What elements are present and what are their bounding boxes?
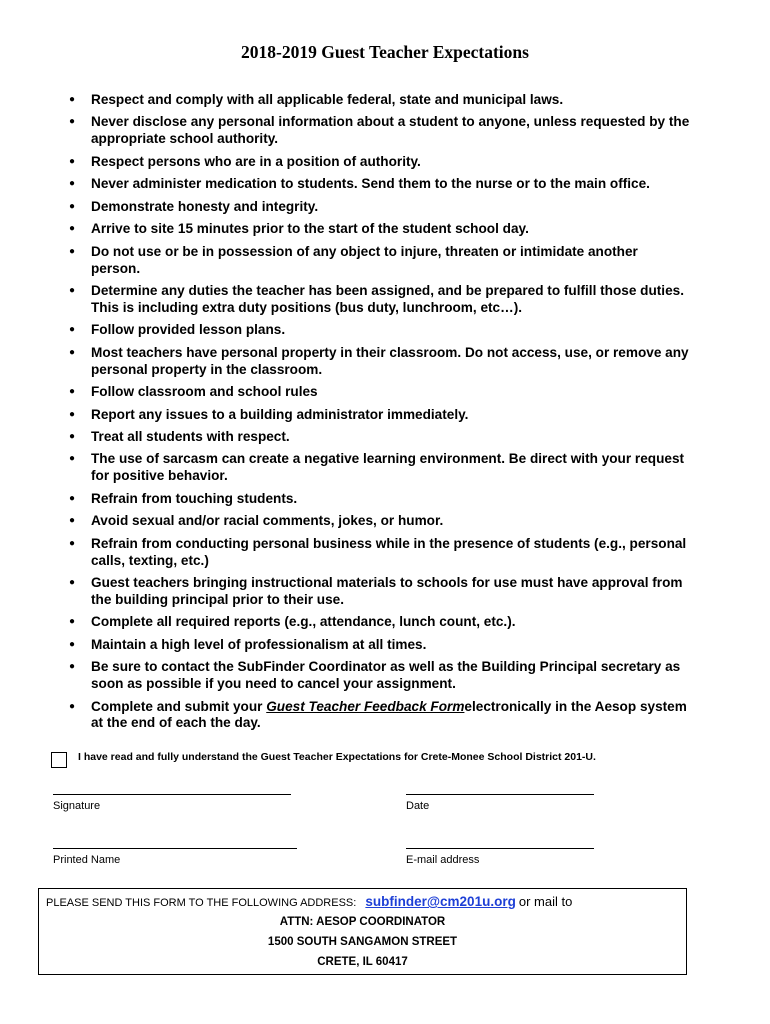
bullet-icon: ●	[69, 431, 76, 442]
date-label: Date	[406, 800, 430, 812]
or-mail-text: or mail to	[518, 894, 573, 909]
bullet-icon: ●	[69, 324, 76, 336]
bullet-icon: ●	[69, 155, 76, 167]
acknowledgement-row	[51, 750, 731, 770]
list-item	[50, 491, 690, 508]
list-item-text: Avoid sexual and/or racial comments, jokes, or humor.	[91, 513, 444, 529]
list-item	[50, 659, 690, 693]
bullet-icon: ●	[69, 386, 76, 398]
list-item	[50, 221, 690, 238]
list-item	[50, 614, 690, 631]
list-item-text: Follow classroom and school rules	[91, 384, 318, 400]
list-item	[50, 513, 690, 530]
list-item-text: Refrain from touching students.	[91, 490, 298, 506]
acknowledgement-text: I have read and fully understand the Guest Teacher Expectations for Crete-Monee School District 201-U.	[78, 751, 596, 763]
list-item	[50, 154, 690, 171]
list-item-text: Most teachers have personal property in their classroom. Do not access, use, or remove any personal property in the classroom.	[91, 344, 689, 377]
email-line[interactable]	[406, 848, 594, 849]
list-item	[50, 244, 690, 278]
bullet-icon: ●	[69, 577, 76, 589]
list-item	[50, 384, 690, 401]
list-item-text: Report any issues to a building administrator immediately.	[91, 406, 469, 422]
acknowledgement-checkbox[interactable]	[51, 752, 67, 768]
list-item	[50, 429, 690, 446]
bullet-icon: ●	[69, 223, 76, 235]
signature-label: Signature	[53, 800, 101, 812]
address-box	[38, 888, 687, 975]
list-item-text: Respect and comply with all applicable federal, state and municipal laws.	[91, 92, 564, 107]
list-item	[50, 322, 690, 339]
feedback-prefix: Complete and submit your	[91, 698, 267, 714]
date-line[interactable]	[406, 794, 594, 795]
list-item-text: Determine any duties the teacher has been assigned, and be prepared to fulfill those duties. This is including extra duty positions (bus duty, lunchroom, etc…).	[91, 282, 684, 315]
address-city: CRETE, IL 60417	[317, 956, 408, 968]
bullet-icon: ●	[69, 616, 76, 628]
list-item	[50, 637, 690, 654]
list-item-text: Never disclose any personal information about a student to anyone, unless requested by the appropriate school authority.	[91, 114, 690, 147]
list-item-text: Follow provided lesson plans.	[91, 322, 286, 338]
signature-line[interactable]	[53, 794, 291, 795]
bullet-icon: ●	[69, 453, 76, 465]
list-item	[50, 92, 690, 109]
bullet-icon: ●	[69, 492, 76, 504]
printed-name-label: Printed Name	[53, 854, 121, 866]
address-street: 1500 SOUTH SANGAMON STREET	[267, 936, 458, 948]
list-item-text: Treat all students with respect.	[91, 429, 290, 444]
list-item-text: Maintain a high level of professionalism at all times.	[91, 636, 427, 652]
bullet-icon: ●	[69, 94, 76, 105]
bullet-icon: ●	[69, 408, 76, 420]
list-item	[50, 199, 690, 216]
list-item	[50, 575, 690, 609]
email-label: E-mail address	[406, 854, 480, 866]
feedback-suffix: in the Aesop system at the end of each the day.	[91, 698, 687, 731]
list-item-text: Respect persons who are in a position of authority.	[91, 153, 421, 169]
list-item	[50, 536, 690, 570]
list-item-text: Arrive to site 15 minutes prior to the start of the student school day.	[91, 221, 529, 237]
list-item-text: Never administer medication to students. Send them to the nurse or to the main office.	[91, 176, 650, 192]
bullet-icon: ●	[69, 537, 76, 549]
email-link[interactable]: subfinder@cm201u.org	[365, 894, 516, 909]
bullet-icon: ●	[69, 515, 76, 527]
bullet-icon: ●	[69, 178, 76, 190]
list-item	[50, 345, 690, 379]
list-item	[50, 699, 690, 733]
bullet-icon: ●	[69, 284, 76, 296]
bullet-icon: ●	[69, 638, 76, 650]
list-item-text: Refrain from conducting personal business while in the presence of students (e.g., personal calls, texting, etc.)	[91, 535, 687, 568]
list-item-text: Demonstrate honesty and integrity.	[91, 198, 319, 214]
printed-name-line[interactable]	[53, 848, 297, 849]
bullet-icon: ●	[69, 346, 76, 358]
list-item-text: Do not use or be in possession of any object to injure, threaten or intimidate another person.	[91, 243, 638, 276]
bullet-icon: ●	[69, 116, 76, 128]
feedback-form-link[interactable]: Guest Teacher Feedback Form	[266, 698, 465, 714]
list-item	[50, 114, 690, 148]
list-item-text: Be sure to contact the SubFinder Coordinator as well as the Building Principal secretary as soon as possible if you need to cancel your assignment.	[91, 659, 681, 692]
list-item-text: Guest teachers bringing instructional materials to schools for use must have approval from the building principal prior to their use.	[91, 575, 683, 607]
address-intro-line	[46, 894, 572, 909]
list-item-text: The use of sarcasm can create a negative learning environment. Be direct with your request for positive behavior.	[91, 451, 685, 484]
list-item-text: Complete all required reports (e.g., attendance, lunch count, etc.).	[91, 614, 516, 630]
expectations-list	[50, 92, 690, 738]
bullet-icon: ●	[69, 245, 76, 257]
list-item	[50, 176, 690, 193]
feedback-emphasis: electronically	[464, 698, 552, 714]
bullet-icon: ●	[69, 661, 76, 673]
list-item	[50, 451, 690, 485]
list-item	[50, 283, 690, 317]
address-intro: PLEASE SEND THIS FORM TO THE FOLLOWING ADDRESS:	[46, 897, 357, 909]
address-attn: ATTN: AESOP COORDINATOR	[279, 916, 446, 928]
list-item	[50, 407, 690, 424]
page-title: 2018-2019 Guest Teacher Expectations	[241, 42, 529, 62]
bullet-icon: ●	[69, 700, 76, 712]
bullet-icon: ●	[69, 200, 76, 212]
